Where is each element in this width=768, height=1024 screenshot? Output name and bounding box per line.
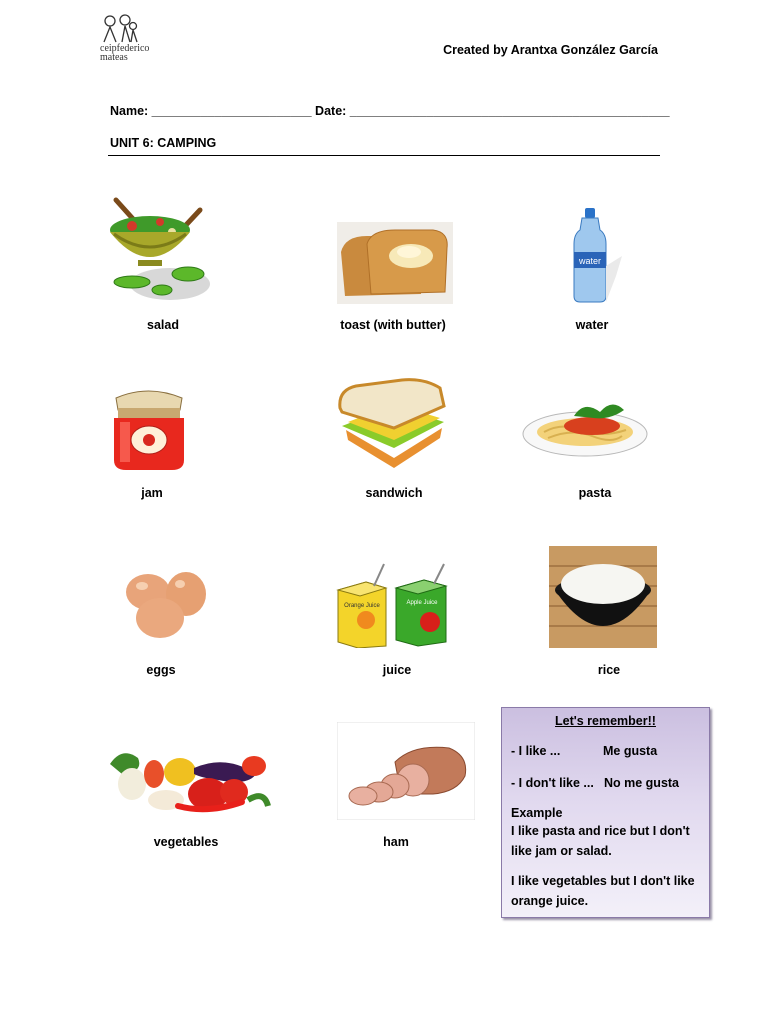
school-logo bbox=[100, 14, 160, 68]
eggs-icon bbox=[122, 570, 212, 644]
unit-title: UNIT 6: CAMPING bbox=[110, 136, 217, 150]
logo-text-line-1: ceipfederico bbox=[100, 43, 150, 54]
orange-juice-box-label: Orange Juice bbox=[344, 603, 380, 609]
title-divider bbox=[108, 155, 660, 156]
food-label-vegetables: vegetables bbox=[153, 835, 219, 849]
jam-jar-icon bbox=[108, 386, 190, 472]
dislike-phrase: - I don't like ... bbox=[511, 776, 594, 790]
water-bottle-icon bbox=[566, 206, 626, 304]
toast-icon bbox=[337, 222, 453, 304]
logo-text-line-2: mateas bbox=[100, 52, 128, 63]
salad-bowl-icon bbox=[108, 196, 212, 304]
example-sentence-2: I like vegetables but I don't like orange juice. bbox=[511, 874, 695, 908]
ham-icon bbox=[337, 722, 475, 820]
vegetables-icon bbox=[108, 744, 272, 818]
example-heading: Example bbox=[511, 806, 563, 820]
food-label-juice: juice bbox=[382, 663, 412, 677]
dislike-translation: No me gusta bbox=[604, 776, 680, 790]
food-label-pasta: pasta bbox=[578, 486, 612, 500]
children-logo-icon bbox=[100, 14, 140, 46]
like-translation: Me gusta bbox=[603, 744, 658, 758]
juice-boxes-icon bbox=[336, 562, 450, 648]
food-label-rice: rice bbox=[597, 663, 621, 677]
like-phrase: - I like ... bbox=[511, 744, 561, 758]
author-credit: Created by Arantxa González García bbox=[443, 43, 658, 57]
food-label-jam: jam bbox=[141, 486, 163, 500]
food-label-ham: ham bbox=[383, 835, 409, 849]
sandwich-icon bbox=[336, 378, 448, 470]
food-label-sandwich: sandwich bbox=[365, 486, 423, 500]
rice-bowl-icon bbox=[549, 546, 657, 648]
example-sentence-1: I like pasta and rice but I don't like jam or salad. bbox=[511, 824, 690, 858]
water-bottle-label: water bbox=[578, 256, 602, 266]
food-label-salad: salad bbox=[147, 318, 179, 332]
remember-title: Let's remember!! bbox=[555, 714, 656, 728]
food-label-toast: toast (with butter) bbox=[340, 318, 446, 332]
remember-box bbox=[501, 707, 710, 918]
name-date-line: Name: _______________________ Date: ______________________________________________ bbox=[110, 104, 670, 118]
apple-juice-box-label: Apple Juice bbox=[406, 600, 438, 606]
food-label-water: water bbox=[575, 318, 609, 332]
logo-text bbox=[100, 44, 149, 62]
pasta-plate-icon bbox=[522, 396, 648, 458]
food-label-eggs: eggs bbox=[146, 663, 176, 677]
